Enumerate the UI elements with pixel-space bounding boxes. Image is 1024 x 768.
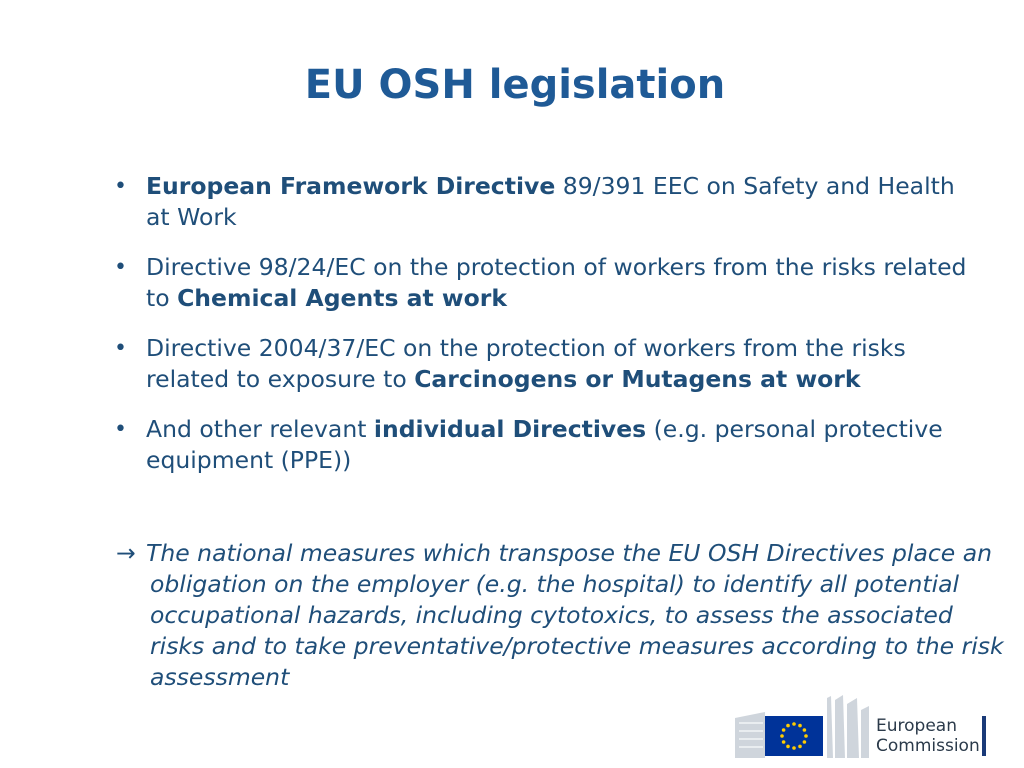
bullet-icon: • <box>114 255 127 280</box>
bullet-item <box>112 414 972 476</box>
bullet-icon: • <box>114 336 127 361</box>
bullet-item <box>112 333 972 395</box>
logo-divider <box>982 716 986 756</box>
bullet-icon: • <box>114 417 127 442</box>
eu-flag-icon <box>765 716 823 756</box>
bullet-list <box>112 171 972 495</box>
bullet-text: 89/391 EEC on Safety and Health at Work <box>146 172 955 231</box>
logo-line-2: Commission <box>876 736 980 756</box>
conclusion-note <box>116 538 1010 693</box>
bullet-item <box>112 252 972 314</box>
bullet-item <box>112 171 972 233</box>
slide-title: EU OSH legislation <box>304 62 726 108</box>
arrow-right-icon: → <box>116 539 136 567</box>
bullet-text: Directive 98/24/EC on the protection of workers from the risks related to <box>146 253 967 312</box>
bullet-bold-text: Chemical Agents at work <box>177 284 507 312</box>
bullet-bold-text: individual Directives <box>373 415 647 443</box>
bullet-bold-text: European Framework Directive <box>146 172 556 200</box>
bullet-bold-text: Carcinogens or Mutagens at work <box>414 365 861 393</box>
conclusion-text: The national measures which transpose the EU OSH Directives place an obligation on the employer (e.g. the hospital) to identify all potential occupational hazards, including cytotoxics, to assess the associated risks and to take preventative/protective measures according to the risk assessment <box>146 539 1004 691</box>
bullet-icon: • <box>114 174 127 199</box>
logo-line-1: European <box>876 716 957 736</box>
bullet-text: (e.g. personal protective equipment (PPE)) <box>146 415 943 474</box>
logo-wordmark <box>876 716 980 756</box>
bullet-text: Directive 2004/37/EC on the protection of workers from the risks related to exposure to <box>146 334 906 393</box>
bullet-text: And other relevant <box>146 415 374 443</box>
